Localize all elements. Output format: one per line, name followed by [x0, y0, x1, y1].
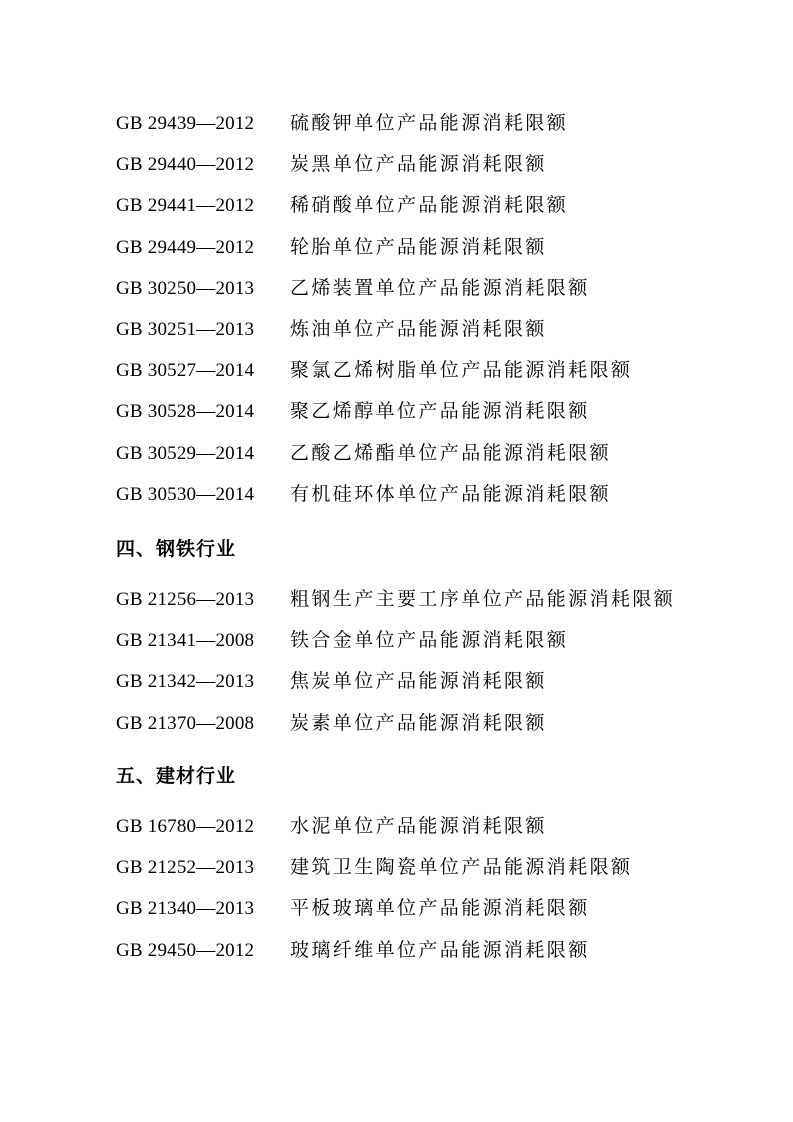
standard-title: 硫酸钾单位产品能源消耗限额	[290, 112, 569, 134]
standard-title: 稀硝酸单位产品能源消耗限额	[290, 194, 569, 217]
standard-code: GB 29449—2012	[116, 236, 255, 258]
standard-code: GB 30529—2014	[116, 442, 255, 464]
standard-row	[116, 935, 716, 976]
standard-row	[116, 314, 716, 355]
standard-title: 聚氯乙烯树脂单位产品能源消耗限额	[290, 359, 633, 382]
standard-title: 水泥单位产品能源消耗限额	[290, 815, 547, 837]
standard-title: 乙酸乙烯酯单位产品能源消耗限额	[290, 441, 612, 464]
standard-row	[116, 893, 716, 934]
standard-code: GB 21340—2013	[116, 898, 255, 920]
standard-title: 平板玻璃单位产品能源消耗限额	[290, 897, 590, 920]
standard-title: 焦炭单位产品能源消耗限额	[290, 670, 547, 693]
standard-code: GB 21370—2008	[116, 712, 255, 734]
standard-code: GB 21256—2013	[116, 589, 255, 610]
standard-row	[116, 479, 716, 520]
standard-title: 炭素单位产品能源消耗限额	[290, 711, 547, 734]
standard-row	[116, 584, 716, 625]
standard-code: GB 21341—2008	[116, 630, 255, 652]
standard-title: 铁合金单位产品能源消耗限额	[290, 629, 569, 652]
standard-title: 乙烯装置单位产品能源消耗限额	[290, 276, 590, 299]
standard-code: GB 29441—2012	[116, 195, 255, 217]
section-heading-building-materials: 五、建材行业	[116, 765, 237, 787]
standard-code: GB 30527—2014	[116, 360, 255, 382]
standard-code: GB 21342—2013	[116, 671, 255, 693]
standard-title: 有机硅环体单位产品能源消耗限额	[290, 482, 612, 505]
standard-row	[116, 811, 716, 852]
standard-row	[116, 355, 716, 396]
standards-list-chemical	[116, 108, 716, 520]
standard-title: 粗钢生产主要工序单位产品能源消耗限额	[290, 588, 676, 610]
standard-title: 炭黑单位产品能源消耗限额	[290, 153, 547, 176]
standard-code: GB 30251—2013	[116, 318, 255, 340]
standard-row	[116, 625, 716, 666]
standard-code: GB 29439—2012	[116, 113, 255, 134]
section-heading-steel: 四、钢铁行业	[116, 538, 237, 560]
standard-code: GB 29450—2012	[116, 939, 255, 961]
standard-row	[116, 108, 716, 149]
standard-title: 轮胎单位产品能源消耗限额	[290, 235, 547, 258]
standard-code: GB 16780—2012	[116, 816, 255, 837]
standard-title: 建筑卫生陶瓷单位产品能源消耗限额	[290, 856, 633, 879]
standard-code: GB 29440—2012	[116, 154, 255, 176]
standards-list-steel	[116, 584, 716, 749]
standard-row	[116, 708, 716, 749]
standard-row	[116, 852, 716, 893]
standard-code: GB 30528—2014	[116, 401, 255, 423]
standard-title: 玻璃纤维单位产品能源消耗限额	[290, 938, 590, 961]
standard-code: GB 30530—2014	[116, 483, 255, 505]
standard-row	[116, 273, 716, 314]
standard-row	[116, 232, 716, 273]
standard-title: 聚乙烯醇单位产品能源消耗限额	[290, 400, 590, 423]
standard-row	[116, 438, 716, 479]
standard-code: GB 21252—2013	[116, 857, 255, 879]
standard-row	[116, 190, 716, 231]
standard-row	[116, 666, 716, 707]
standard-code: GB 30250—2013	[116, 277, 255, 299]
standard-row	[116, 396, 716, 437]
standard-row	[116, 149, 716, 190]
standard-title: 炼油单位产品能源消耗限额	[290, 317, 547, 340]
standards-list-building-materials	[116, 811, 716, 976]
